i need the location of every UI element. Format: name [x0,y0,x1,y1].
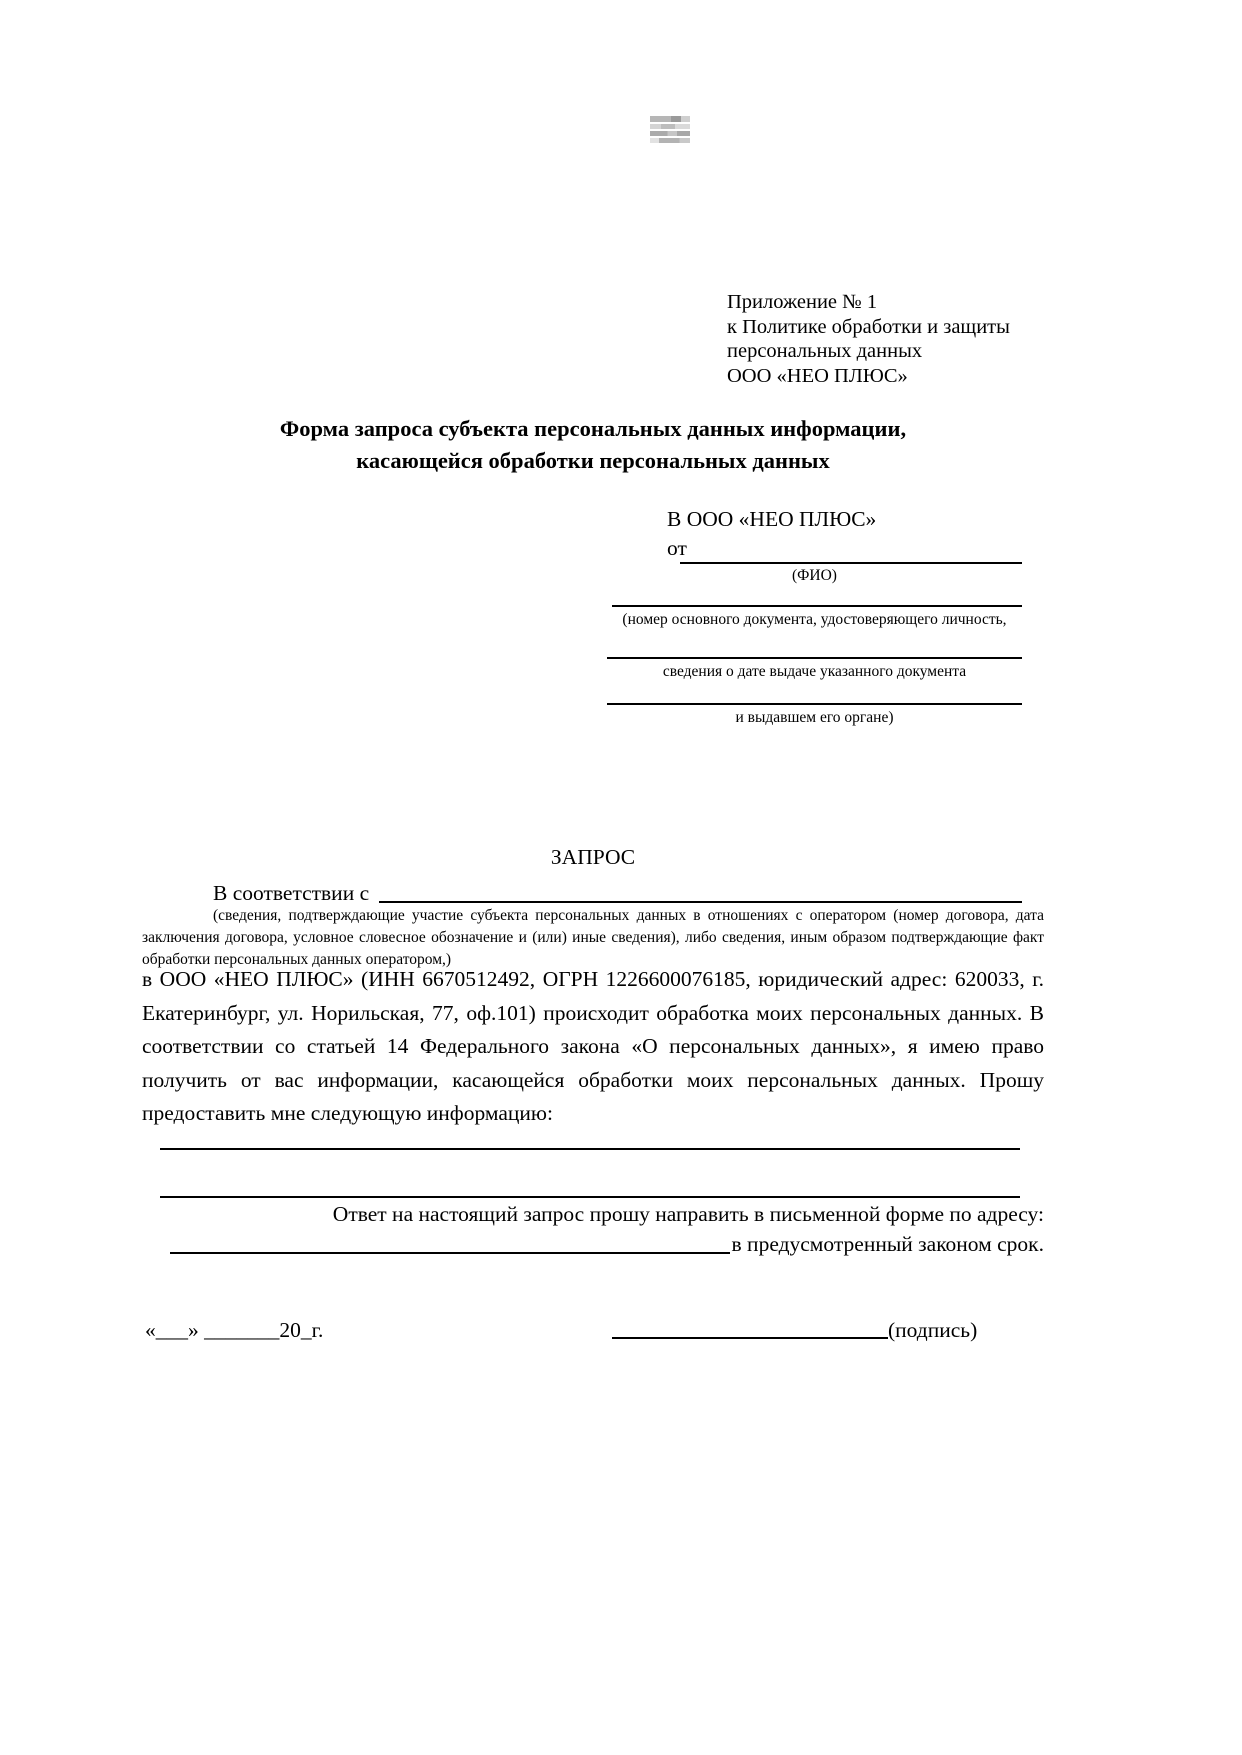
intro-row [142,881,1022,906]
date-blank: «___» _______20_г. [145,1318,324,1342]
signature-blank-line [612,1337,888,1339]
answer-deadline-text: в предусмотренный законом срок. [731,1232,1044,1256]
fio-blank-line [680,562,1022,564]
fio-caption: (ФИО) [792,567,837,584]
appendix-line: ООО «НЕО ПЛЮС» [727,364,908,387]
issue-date-blank-line [607,657,1022,659]
appendix-line: к Политике обработки и защиты [727,315,1010,338]
issue-date-caption: сведения о дате выдаче указанного документа [662,663,967,680]
signature-row [612,1318,977,1343]
request-heading: ЗАПРОС [550,845,636,869]
address-blank-line [170,1252,730,1254]
intro-prefix: В соответствии с [213,881,370,905]
document-number-blank-line [612,605,1022,607]
form-title-line: Форма запроса субъекта персональных данных информации, [279,416,907,441]
appendix-block [727,290,1010,388]
info-blank-line-1 [160,1148,1020,1150]
answer-instruction: Ответ на настоящий запрос прошу направить в письменной форме по адресу: [332,1202,1044,1226]
issuing-authority-blank-line [607,703,1022,705]
addressee-block [667,505,876,563]
answer-deadline-row [170,1232,1044,1257]
form-title [142,413,1044,477]
request-body: в ООО «НЕО ПЛЮС» (ИНН 6670512492, ОГРН 1226600076185, юридический адрес: 620033, г. Екатеринбург, ул. Норильская, 77, оф.101) происходит обработка моих персональных данных. В соответствии со статьей 14 Федерального закона «О персональных данных», я имею право получить от вас информации, касающейся обработки моих персональных данных. Прошу предоставить мне следующую информацию: [142,967,1044,1125]
form-title-line: касающейся обработки персональных данных [356,448,830,473]
intro-blank-line [379,901,1022,903]
fineprint-note: (сведения, подтверждающие участие субъекта персональных данных в отношениях с оператором (номер договора, дата заключения договора, условное словесное обозначение и (или) иные сведения), либо сведения, иным образом подтверждающие факт обработки персональных данных оператором,) [142,907,1044,968]
document-number-caption: (номер основного документа, удостоверяющего личность, [622,611,1007,628]
appendix-line: Приложение № 1 [727,291,878,313]
issuing-authority-caption: и выдавшем его органе) [735,709,894,726]
info-blank-line-2 [160,1196,1020,1198]
blurred-stamp-icon [650,116,690,146]
addressee-to: В ООО «НЕО ПЛЮС» [667,507,877,531]
appendix-line: персональных данных [727,340,923,362]
addressee-from-label: от [667,536,687,560]
signature-caption: (подпись) [888,1318,978,1342]
